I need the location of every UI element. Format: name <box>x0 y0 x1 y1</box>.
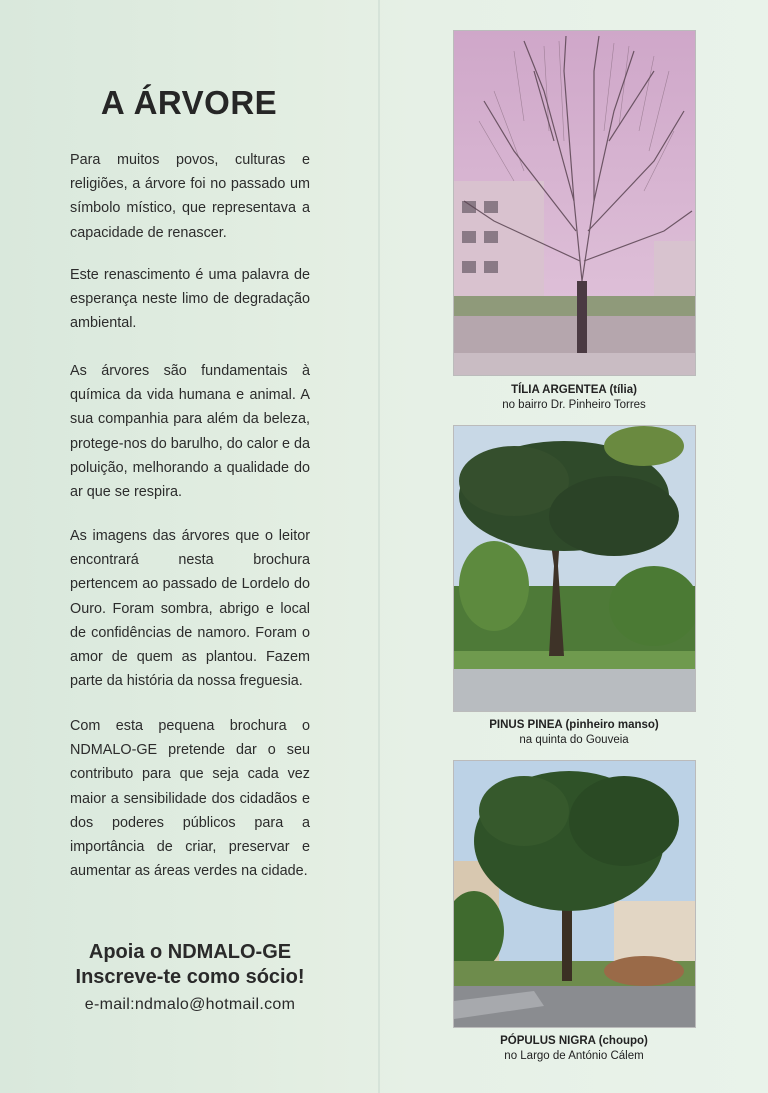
paragraph-brochura: Com esta pequena brochura o NDMALO-GE pretende dar o seu contributo para que seja cada vez maior a sensibilidade dos cidadãos e dos poderes públicos para a importância de criar, preservar e aumentar as áreas verdes na cidade. <box>70 718 310 880</box>
pinus-species: PINUS PINEA (pinheiro manso) <box>489 719 659 731</box>
populus-photo <box>453 760 696 1028</box>
paragraph-fundamentais: As árvores são fundamentais à química da vida humana e animal. A sua companhia para além da beleza, protege-nos do barulho, do calor e da poluição, melhorando a qualidade do ar que se respira. <box>70 363 311 501</box>
page-fold <box>378 0 380 1093</box>
membership-call: Inscreve-te como sócio! <box>75 966 305 988</box>
paragraph-intro: Para muitos povos, culturas e religiões, a árvore foi no passado um símbolo místico, que representava a capacidade de renascer. <box>70 152 310 241</box>
page-title: A ÁRVORE <box>100 84 278 121</box>
populus-species: PÓPULUS NIGRA (choupo) <box>500 1035 648 1047</box>
paragraph-renascimento: Este renascimento é uma palavra de esperança neste limo de degradação ambiental. <box>70 267 310 332</box>
tilia-caption <box>440 383 708 413</box>
paragraph-imagens: As imagens das árvores que o leitor encontrará nesta brochura pertencem ao passado de Lordelo do Ouro. Foram sombra, abrigo e local de confidências de namoro. Foram o amor de quem as plantou. Fazem parte da história da nossa freguesia. <box>70 528 310 690</box>
support-heading: Apoia o NDMALO-GE <box>88 941 292 963</box>
tilia-species: TÍLIA ARGENTEA (tília) <box>511 384 637 396</box>
contact-email[interactable]: e-mail:ndmalo@hotmail.com <box>84 996 296 1013</box>
tilia-location: no bairro Dr. Pinheiro Torres <box>502 399 646 411</box>
populus-location: no Largo de António Cálem <box>504 1050 644 1062</box>
pinus-caption <box>440 718 708 748</box>
tilia-photo <box>453 30 696 376</box>
pinus-photo <box>453 425 696 712</box>
pinus-location: na quinta do Gouveia <box>519 734 629 746</box>
populus-caption <box>440 1034 708 1064</box>
